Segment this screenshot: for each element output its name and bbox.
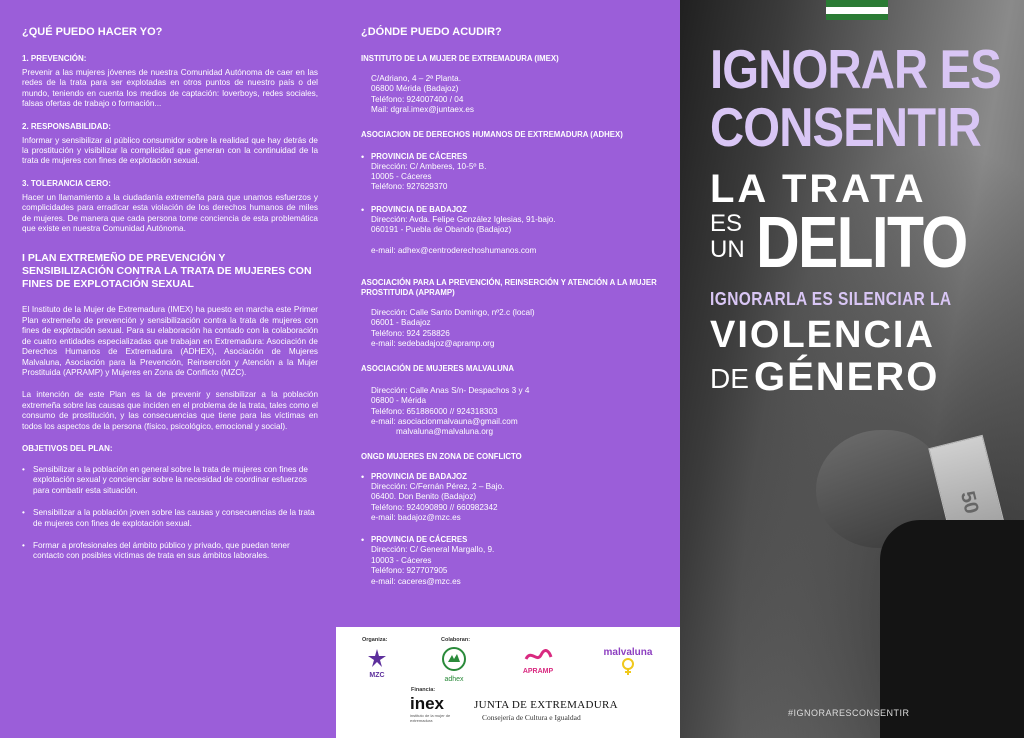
address-line: e-mail: asociacionmalvauna@gmail.com [371, 416, 518, 426]
address-line: 06800 Mérida (Badajoz) [371, 84, 459, 94]
address-line: Teléfono: 924090890 // 660982342 [371, 502, 498, 512]
address-line: 06400. Don Benito (Badajoz) [371, 492, 477, 502]
junta-logo-text: JUNTA DE EXTREMADURA [474, 699, 618, 711]
adhex-logo-text: adhex [444, 676, 464, 683]
address-line: Dirección: Avda. Felipe González Iglesias, 91-bajo. [371, 214, 556, 224]
zero-tolerance-title: 3. TOLERANCIA CERO: [22, 178, 111, 188]
junta-logo [474, 699, 634, 722]
imex-logo [410, 695, 456, 723]
title-genero: GÉNERO [754, 355, 940, 399]
address-line: Dirección: Calle Santo Domingo, nº2.c (local) [371, 308, 535, 318]
objective-item: • Sensibilizar a la población en general sobre la trata de mujeres con fines de explotación sexual y concienciar sobre la necesidad de coordinar esfuerzos para combatir esta situación. [22, 465, 318, 496]
title-consentir: CONSENTIR [710, 96, 981, 158]
plan-title: I PLAN EXTREMEÑO DE PREVENCIÓN Y SENSIBILIZACIÓN CONTRA LA TRATA DE MUJERES CON FINES DE EXPLOTACIÓN SEXUAL [22, 252, 312, 291]
objectives-title: OBJETIVOS DEL PLAN: [22, 443, 113, 453]
province-title: • PROVINCIA DE CÁCERES [371, 535, 468, 545]
address-line: e-mail: badajoz@mzc.es [371, 512, 461, 522]
address-line: Teléfono: 927629370 [371, 182, 448, 192]
plan-paragraph-1: El Instituto de la Mujer de Extremadura (IMEX) ha puesto en marcha este Primer Plan extremeño de prevención y sensibilización contra la trata de mujeres con fines de explotación sexual. Para su elaboración ha contado con la colaboración de cuatro entidades especializadas que trabajan en Extremadura: Asociación de Derechos Humanos de Extremadura (ADHEX), Asociación de Mujeres Malvaluna, Asociación para la Prevención, Reinserción y Atención a la Mujer Prostituida (APRAMP) y Mujeres en Zona de Conflicto (MZC). [22, 305, 318, 377]
mzc-logo [362, 649, 392, 679]
title-es: ES [710, 210, 743, 237]
address-line: Teléfono: 927707905 [371, 566, 448, 576]
objective-item: • Formar a profesionales del ámbito público y privado, que puedan tener contacto con posibles víctimas de trata en sus ámbitos laborales. [22, 541, 318, 562]
prevention-title: 1. PREVENCIÓN: [22, 54, 87, 63]
imex-title: INSTITUTO DE LA MUJER DE EXTREMADURA (IMEX) [361, 54, 559, 63]
province-title: • PROVINCIA DE BADAJOZ [371, 204, 467, 214]
address-line: 10003 - Cáceres [371, 555, 432, 565]
mzc-caceres [361, 535, 664, 587]
imex-address [361, 74, 664, 116]
malvaluna-address [361, 386, 664, 438]
malvaluna-logo [598, 647, 658, 681]
title-la-trata: LA TRATA [710, 167, 927, 211]
prevention-text: Prevenir a las mujeres jóvenes de nuestra Comunidad Autónoma de caer en las redes de la trata para ser explotadas en otros puntos de nuestro país o del mundo, teniendo en cuenta los medios de captación: loverboys, redes sociales, falsas ofertas de trabajo o formación... [22, 68, 318, 109]
adhex-badajoz [361, 205, 664, 236]
banknote-value: 50 [955, 489, 983, 516]
address-line: 06001 - Badajoz [371, 318, 431, 328]
title-un: UN [710, 236, 745, 263]
address-line: Mail: dgral.imex@juntaex.es [371, 105, 474, 115]
organiza-label: Organiza: [362, 637, 388, 643]
adhex-caceres [361, 152, 664, 193]
column-what-can-i-do [0, 0, 336, 738]
title-violencia: VIOLENCIA [710, 314, 935, 356]
mzc-logo-text: MZC [369, 672, 385, 679]
cover-panel [680, 0, 1024, 738]
address-line: Teléfono: 651886000 // 924318303 [371, 406, 498, 416]
address-line: malvaluna@malvaluna.org [371, 427, 494, 437]
address-line: C/Adriano, 4 – 2ª Planta. [371, 74, 461, 83]
plan-paragraph-2: La intención de este Plan es la de prevenir y sensibilizar a la población extremeña sobre las causas que inciden en el problema de la trata, tales como el consumo de prostitución, y las consecuencias que tiene para las víctimas en todos los aspectos de la persona (físico, psicológico, emocional y social). [22, 390, 318, 431]
adhex-title: ASOCIACION DE DERECHOS HUMANOS DE EXTREMADURA (ADHEX) [361, 129, 623, 139]
responsibility-title: 2. RESPONSABILIDAD: [22, 121, 111, 131]
heading-what-can-i-do: ¿QUÉ PUEDO HACER YO? [22, 26, 163, 38]
address-line: Dirección: Calle Anas S/n- Despachos 3 y 4 [371, 385, 530, 395]
adhex-email: e-mail: adhex@centroderechoshumanos.com [371, 245, 537, 255]
title-ignorarla: IGNORARLA ES SILENCIAR LA [710, 289, 952, 309]
address-line: Teléfono: 924007400 / 04 [371, 94, 464, 104]
apramp-logo-text: APRAMP [522, 668, 554, 675]
colaboran-label: Colaboran: [441, 637, 471, 643]
adhex-logo [438, 647, 470, 683]
extremadura-flag [826, 0, 888, 20]
address-line: Dirección: C/ Amberes, 10-5º B. [371, 161, 487, 171]
objective-item: • Sensibilizar a la población joven sobre las causas y consecuencias de la trata de mujeres con fines de explotación sexual. [22, 508, 318, 529]
campaign-hashtag: #IGNORARESCONSENTIR [788, 708, 910, 718]
province-title: • PROVINCIA DE CÁCERES [371, 151, 468, 161]
financia-label: Financia: [411, 687, 436, 693]
address-line: 06800 - Mérida [371, 396, 427, 406]
imex-logo-subtext: instituto de la mujer de extremadura [410, 713, 451, 723]
mzc-badajoz [361, 472, 664, 524]
malvaluna-logo-text: malvaluna [603, 647, 653, 658]
address-line: e-mail: caceres@mzc.es [371, 576, 461, 586]
address-line: Dirección: C/ General Margallo, 9. [371, 545, 495, 555]
heading-where-can-i-go: ¿DÓNDE PUEDO ACUDIR? [361, 26, 502, 38]
address-line: Teléfono: 924 258826 [371, 328, 450, 338]
flag-white-stripe [826, 7, 888, 14]
objectives-list [22, 465, 318, 562]
title-ignorar-es: IGNORAR ES [710, 38, 1002, 100]
address-line: e-mail: sedebadajoz@apramp.org [371, 339, 495, 349]
apramp-address [361, 308, 664, 350]
trousers-shape [880, 520, 1024, 738]
consejeria-text: Consejería de Cultura e Igualdad [482, 713, 581, 722]
province-title: • PROVINCIA DE BADAJOZ [371, 471, 467, 481]
title-de: DE [710, 363, 749, 394]
mzc-star-icon [366, 649, 388, 667]
responsibility-text: Informar y sensibilizar al público consumidor sobre la realidad que hay detrás de la prostitución y visibilizar la complicidad que generan con la continuidad de la trata de mujeres con fines de explotación sexual. [22, 135, 318, 166]
address-line: 060191 - Puebla de Obando (Badajoz) [371, 225, 512, 235]
address-line: 10005 - Cáceres [371, 172, 432, 182]
sponsor-logos [336, 627, 680, 738]
mzc-title: ONGD MUJERES EN ZONA DE CONFLICTO [361, 451, 522, 461]
apramp-title: ASOCIACIÓN PARA LA PREVENCIÓN, REINSERCIÓN Y ATENCIÓN A LA MUJER PROSTITUIDA (APRAMP) [361, 278, 657, 298]
apramp-ribbon-icon [523, 649, 553, 663]
malvaluna-title: ASOCIACIÓN DE MUJERES MALVALUNA [361, 363, 515, 373]
title-delito: DELITO [756, 203, 967, 283]
zero-tolerance-text: Hacer un llamamiento a la ciudadanía extremeña para que unamos esfuerzos y complicidades para erradicar esta violación de los derechos humanos de miles de mujeres. De manera que cada persona tome conciencia de esta problemática que existe en nuestra Comunidad Autónoma. [22, 192, 318, 234]
adhex-emblem-icon [442, 647, 466, 671]
apramp-logo [516, 649, 560, 675]
address-line: Dirección: C/Fernán Pérez, 2 – Bajo. [371, 481, 505, 491]
venus-symbol-icon [620, 658, 636, 676]
imex-logo-text: inex [410, 694, 445, 713]
